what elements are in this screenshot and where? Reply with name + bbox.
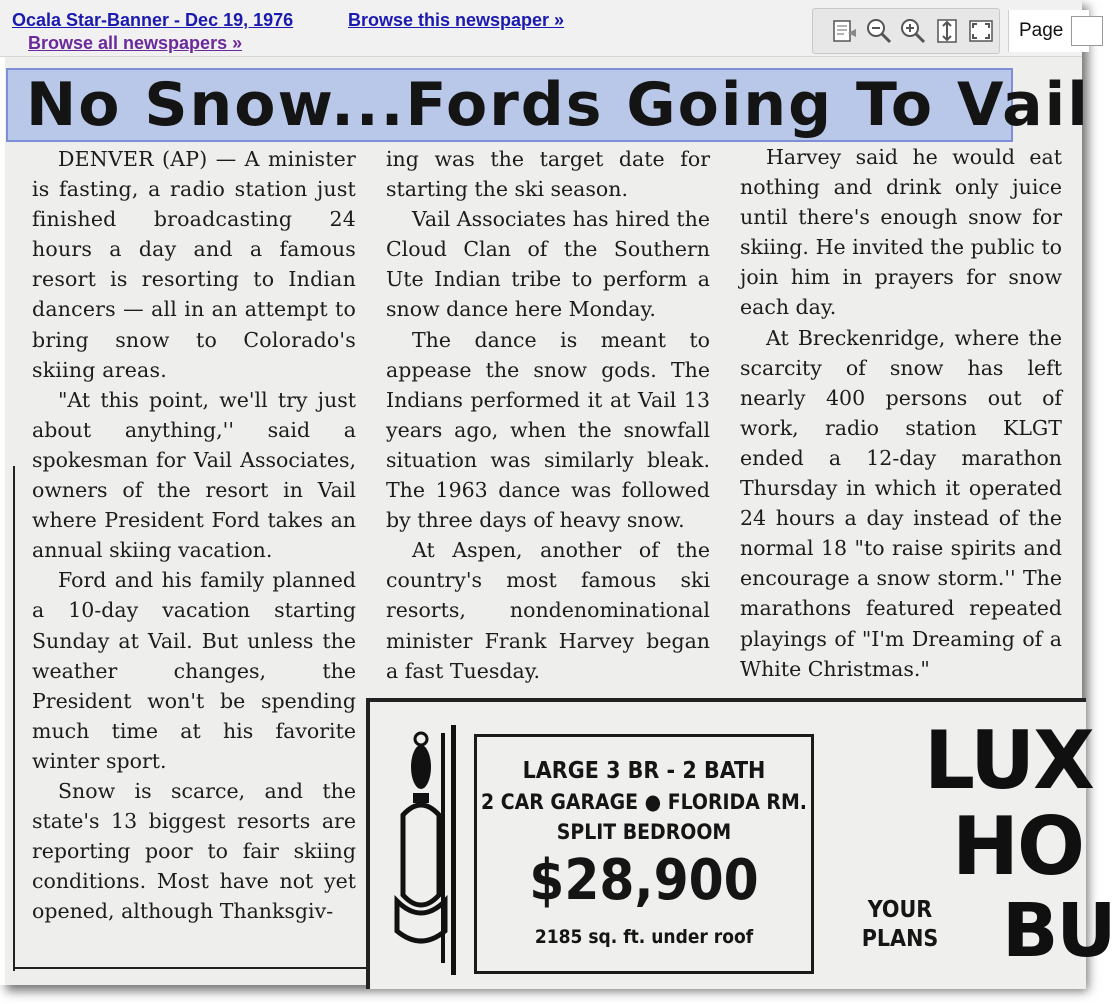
paragraph: Ford and his family planned a 10-day vacation starting Sunday at Vail. But unless the weather changes, the President won't be spending much time at his favorite winter sport. bbox=[32, 568, 356, 773]
ad-line-garage: 2 CAR GARAGE ● FLORIDA RM. bbox=[481, 790, 807, 814]
paragraph: ing was the target date for starting the ski season. bbox=[386, 147, 710, 202]
paragraph: Harvey said he would eat nothing and drink only juice until there's enough snow for skiing. He invited the public to join him in prayers for snow each day. bbox=[740, 145, 1062, 320]
zoom-in-icon[interactable] bbox=[897, 15, 929, 47]
ad-line-split: SPLIT BEDROOM bbox=[556, 820, 732, 844]
paragraph: Vail Associates has hired the Cloud Clan of the Southern Ute Indian tribe to perform a snow dance here Monday. bbox=[386, 207, 710, 322]
column-rule bbox=[13, 466, 15, 971]
article-column-2 bbox=[386, 144, 710, 686]
ad-line-bedrooms: LARGE 3 BR - 2 BATH bbox=[522, 758, 766, 784]
zoom-out-icon[interactable] bbox=[863, 15, 895, 47]
paragraph: Snow is scarce, and the state's 13 biggest resorts are reporting poor to fair skiing conditions. Most have not yet opened, although Thanksgiv- bbox=[32, 778, 356, 924]
column-rule bbox=[15, 967, 385, 969]
paragraph: At Aspen, another of the country's most famous ski resorts, nondenominational minister Frank Harvey began a fast Tuesday. bbox=[386, 538, 710, 683]
page-number-input[interactable] bbox=[1071, 16, 1103, 46]
viewer-toolbar bbox=[0, 0, 1082, 57]
newspaper-title-link[interactable]: Ocala Star-Banner - Dec 19, 1976 bbox=[12, 10, 294, 30]
browse-all-newspapers-link[interactable]: Browse all newspapers » bbox=[28, 33, 243, 53]
ad-your-plans: YOUR PLANS bbox=[861, 897, 939, 952]
browse-this-newspaper-link[interactable]: Browse this newspaper » bbox=[348, 10, 565, 30]
paragraph: "At this point, we'll try just about anything,'' said a spokesman for Vail Associates, owners of the resort in Vail where President Ford takes an annual skiing vacation. bbox=[32, 387, 356, 563]
fit-screen-icon[interactable] bbox=[965, 15, 997, 47]
fit-height-icon[interactable] bbox=[931, 15, 963, 47]
page-view-icon[interactable] bbox=[829, 15, 861, 47]
article-column-3 bbox=[740, 142, 1062, 684]
zoom-toolbar bbox=[812, 8, 1000, 54]
page-selector bbox=[1008, 10, 1089, 52]
ad-square-feet: 2185 sq. ft. under roof bbox=[534, 926, 754, 948]
ad-big-text: HO bbox=[952, 800, 1083, 893]
ad-big-text: LUX bbox=[924, 714, 1093, 807]
paragraph: DENVER (AP) — A minister is fasting, a radio station just finished broadcasting 24 hours a day and a famous resort is resorting to Indian dancers — all in an attempt to bring snow to Colorado's skiing areas. bbox=[32, 147, 356, 382]
paragraph: The dance is meant to appease the snow gods. The Indians performed it at Vail 13 years ago, when the snowfall situation was similarly bleak. The 1963 dance was followed by three days of heavy snow. bbox=[386, 327, 710, 533]
bell-icon bbox=[393, 725, 463, 975]
ad-big-text: BU bbox=[1002, 888, 1115, 974]
ad-price: $28,900 bbox=[529, 848, 759, 913]
page-label: Page bbox=[1019, 20, 1064, 41]
paragraph: At Breckenridge, where the scarcity of snow has left nearly 400 persons out of work, radio station KLGT ended a 12-day marathon Thursday in which it operated 24 hours a day instead of the normal 18 "to raise spirits and encourage a snow storm.'' The marathons featured repeated playings of "I'm Dreaming of a White Christmas." bbox=[740, 325, 1062, 681]
article-headline: No Snow...Fords Going To Vail bbox=[26, 70, 1090, 140]
article-column-1 bbox=[32, 144, 356, 926]
